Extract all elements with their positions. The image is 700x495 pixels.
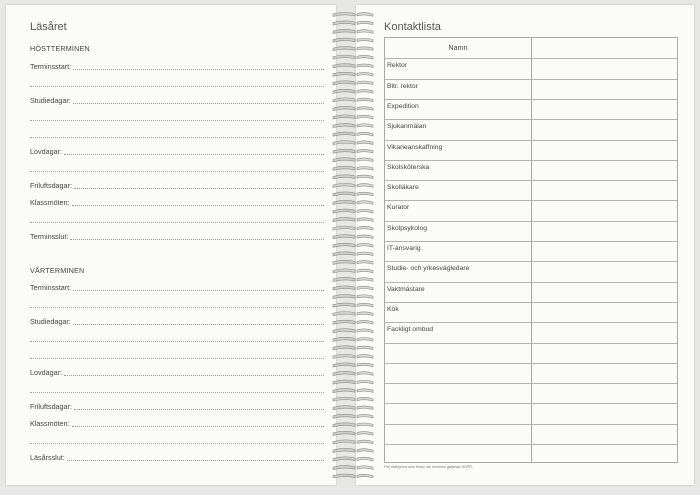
- left-page: [6, 5, 336, 485]
- field-label: Friluftsdagar:: [30, 181, 72, 190]
- table-row[interactable]: [385, 79, 677, 99]
- row-label: Vaktmästare: [387, 285, 425, 293]
- write-line[interactable]: [30, 358, 324, 359]
- table-row[interactable]: [385, 241, 677, 261]
- field-label: Lovdagar:: [30, 147, 62, 156]
- row-label: Rektor: [387, 62, 408, 70]
- table-row[interactable]: [385, 302, 677, 322]
- section-heading-autumn: HÖSTTERMINEN: [30, 44, 90, 53]
- field-spring-yearend[interactable]: [30, 452, 324, 462]
- field-spring-holidays[interactable]: [30, 367, 324, 377]
- field-label: Studiedagar:: [30, 317, 71, 326]
- spiral-binding-icon: [331, 8, 375, 478]
- table-row[interactable]: [385, 140, 677, 160]
- table-row[interactable]: [385, 221, 677, 241]
- gdpr-footnote: Följ riktlinjerna som finns i din kommun gällande GDPR.: [384, 465, 473, 469]
- write-line[interactable]: [30, 171, 324, 172]
- field-label: Klassmöten:: [30, 419, 70, 428]
- write-line[interactable]: [30, 120, 324, 121]
- field-label: Läsårsslut:: [30, 453, 65, 462]
- field-label: Lovdagar:: [30, 368, 62, 377]
- table-row[interactable]: [385, 383, 677, 403]
- page-title-kontaktlista: Kontaktlista: [384, 21, 441, 33]
- field-autumn-outdoordays[interactable]: [30, 180, 324, 190]
- row-label: Vikarieanskaffning: [387, 143, 443, 151]
- field-label: Friluftsdagar:: [30, 402, 72, 411]
- field-autumn-holidays[interactable]: [30, 146, 324, 156]
- contact-table: [384, 37, 678, 463]
- row-label: Skolpsykolog: [387, 224, 428, 232]
- table-header-row: [385, 38, 677, 58]
- field-label: Klassmöten:: [30, 198, 70, 207]
- column-header-name: Namn: [448, 43, 468, 52]
- section-heading-spring: VÅRTERMINEN: [30, 266, 85, 275]
- field-autumn-studydays[interactable]: [30, 95, 324, 105]
- field-autumn-start[interactable]: [30, 61, 324, 71]
- write-line[interactable]: [30, 222, 324, 223]
- page-title-lasaret: Läsåret: [30, 21, 67, 33]
- table-row[interactable]: [385, 200, 677, 220]
- write-line[interactable]: [30, 86, 324, 87]
- field-label: Terminsstart:: [30, 62, 72, 71]
- field-autumn-classmeetings[interactable]: [30, 197, 324, 207]
- field-spring-classmeetings[interactable]: [30, 418, 324, 428]
- write-line[interactable]: [30, 443, 324, 444]
- field-spring-start[interactable]: [30, 282, 324, 292]
- table-row[interactable]: [385, 363, 677, 383]
- table-row[interactable]: [385, 343, 677, 363]
- table-row[interactable]: [385, 444, 677, 464]
- row-label: Studie- och yrkesvägledare: [387, 265, 470, 273]
- table-row[interactable]: [385, 282, 677, 302]
- row-label: Bitr. rektor: [387, 82, 418, 90]
- row-label: Kurator: [387, 204, 410, 212]
- field-label: Terminsslut:: [30, 232, 69, 241]
- table-row[interactable]: [385, 58, 677, 78]
- field-label: Terminsstart:: [30, 283, 72, 292]
- write-line[interactable]: [30, 392, 324, 393]
- row-label: Sjukanmälan: [387, 123, 427, 131]
- row-label: Skolläkare: [387, 184, 419, 192]
- table-row[interactable]: [385, 119, 677, 139]
- write-line[interactable]: [30, 137, 324, 138]
- table-row[interactable]: [385, 403, 677, 423]
- field-spring-outdoordays[interactable]: [30, 401, 324, 411]
- row-label: Skolsköterska: [387, 163, 430, 171]
- table-row[interactable]: [385, 261, 677, 281]
- write-line[interactable]: [30, 341, 324, 342]
- row-label: IT-ansvarig: [387, 245, 421, 252]
- write-line[interactable]: [30, 307, 324, 308]
- table-row[interactable]: [385, 180, 677, 200]
- table-row[interactable]: [385, 322, 677, 342]
- field-spring-studydays[interactable]: [30, 316, 324, 326]
- row-label: Expedition: [387, 102, 419, 110]
- row-label: Fackligt ombud: [387, 326, 434, 334]
- field-label: Studiedagar:: [30, 96, 71, 105]
- field-autumn-end[interactable]: [30, 231, 324, 241]
- table-row[interactable]: [385, 99, 677, 119]
- table-row[interactable]: [385, 160, 677, 180]
- table-row[interactable]: [385, 424, 677, 444]
- row-label: Kök: [387, 305, 399, 313]
